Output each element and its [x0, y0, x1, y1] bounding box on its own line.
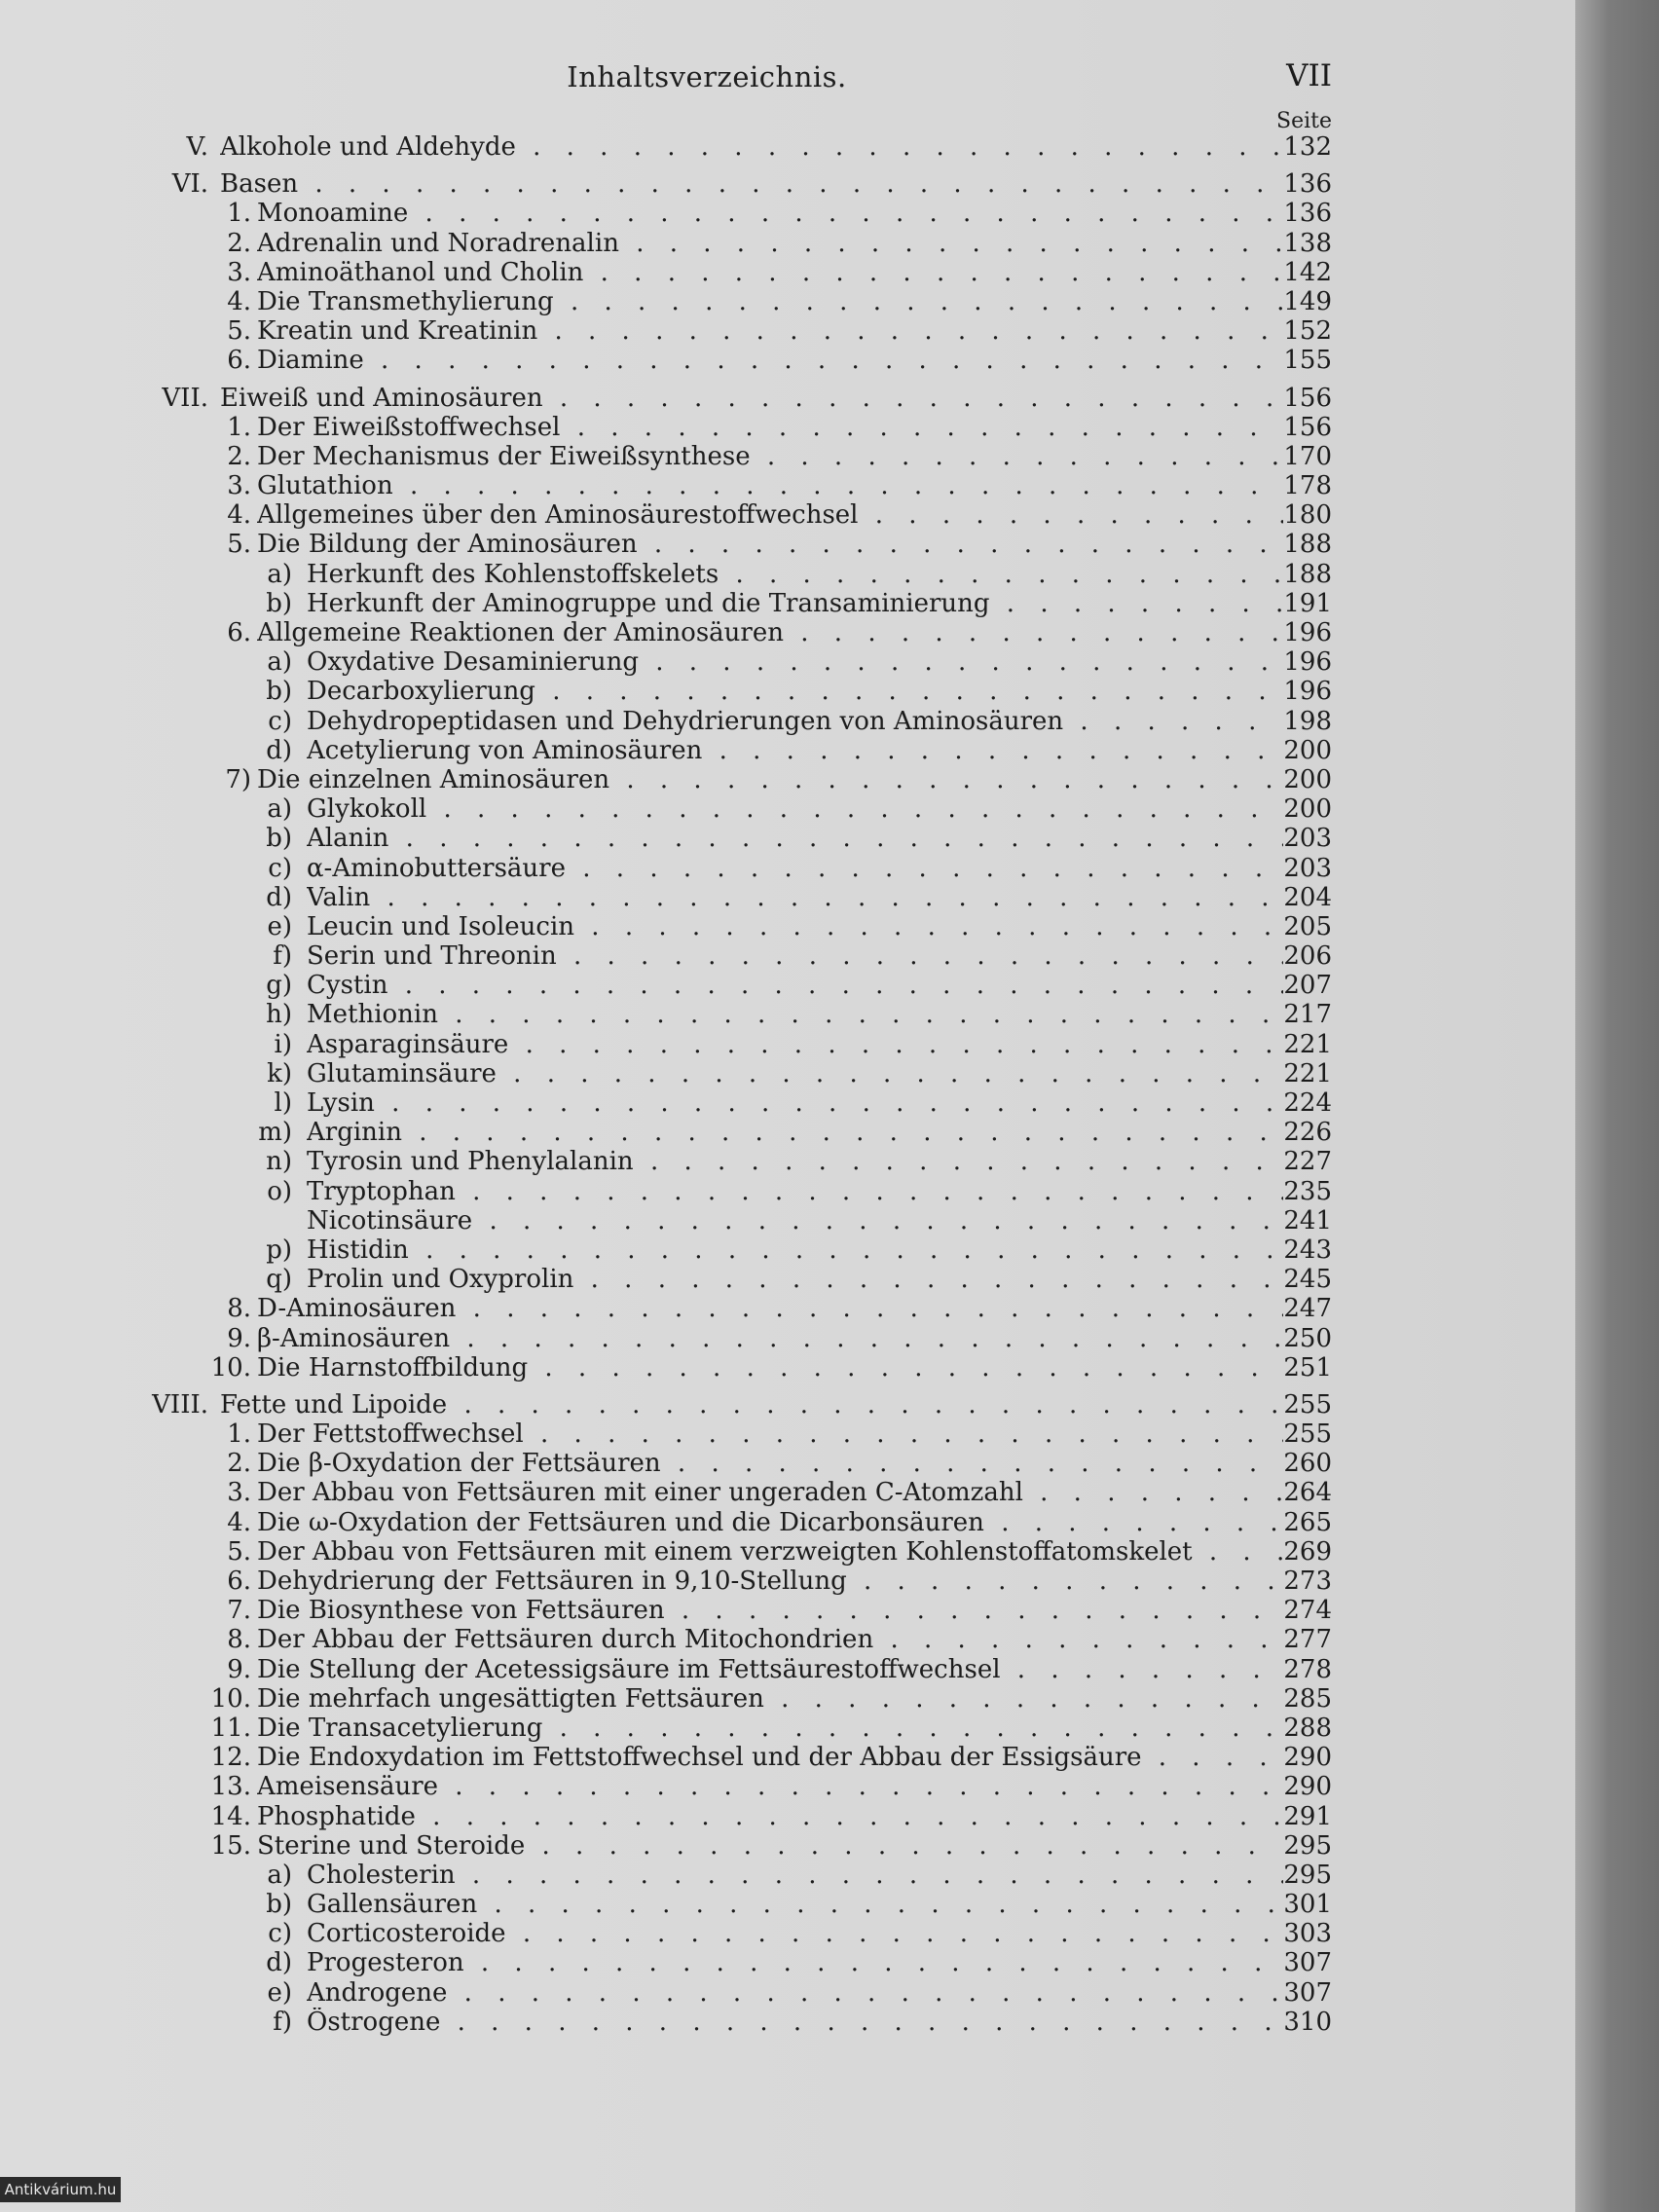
- toc-entry-number: n): [266, 1147, 292, 1177]
- toc-entry: [0, 1625, 1575, 1654]
- toc-entry-title: Die Bildung der Aminosäuren . . .: [257, 530, 1283, 559]
- toc-entry-number: c): [268, 853, 292, 883]
- toc-entry: [0, 384, 1575, 413]
- toc-entry-number: h): [266, 1000, 292, 1030]
- toc-entry-page: 274: [1283, 1596, 1332, 1626]
- toc-entry-page: 156: [1283, 412, 1332, 442]
- toc-entry-page: 188: [1283, 559, 1332, 589]
- toc-entry-page: 291: [1283, 1801, 1332, 1831]
- toc-entry-number: 4.: [227, 286, 251, 316]
- toc-entry-number: 3.: [227, 471, 251, 501]
- toc-entry-page: 152: [1283, 316, 1332, 347]
- toc-entry-page: 301: [1283, 1890, 1332, 1920]
- toc-entry: [0, 1508, 1575, 1537]
- toc-entry: [0, 1390, 1575, 1419]
- toc-entry: [0, 1147, 1575, 1176]
- toc-entry-number: f): [273, 2007, 292, 2037]
- toc-entry-number: a): [267, 1860, 292, 1890]
- toc-entry: [0, 560, 1575, 589]
- toc-entry: [0, 1537, 1575, 1567]
- toc-entry-page: 156: [1283, 383, 1332, 413]
- toc-entry-title: Phosphatide . . .: [257, 1802, 1283, 1831]
- toc-entry-title: Progesteron . . .: [307, 1948, 1283, 1977]
- toc-entry-title: Leucin und Isoleucin . . .: [307, 912, 1283, 941]
- toc-entry-title: Alanin . . .: [307, 824, 1283, 853]
- toc-entry-number: VII.: [162, 383, 208, 413]
- toc-entry: [0, 287, 1575, 316]
- toc-entry-page: 245: [1283, 1265, 1332, 1295]
- toc-entry: [0, 132, 1575, 162]
- toc-entry: [0, 1655, 1575, 1684]
- toc-entry: [0, 1802, 1575, 1831]
- toc-entry-page: 196: [1283, 677, 1332, 707]
- toc-entry-page: 221: [1283, 1058, 1332, 1088]
- toc-entry: [0, 1118, 1575, 1147]
- toc-entry: [0, 1890, 1575, 1919]
- toc-entry: [0, 1294, 1575, 1323]
- toc-entry: [0, 677, 1575, 706]
- toc-entry-page: 290: [1283, 1772, 1332, 1802]
- toc-entry-number: 14.: [210, 1801, 251, 1831]
- toc-entry-page: 204: [1283, 882, 1332, 912]
- toc-entry: [0, 1324, 1575, 1353]
- toc-entry-title: Glutaminsäure . . .: [307, 1059, 1283, 1088]
- toc-entry-number: q): [266, 1265, 292, 1295]
- toc-entry-page: 206: [1283, 941, 1332, 972]
- toc-entry-title: Der Fettstoffwechsel . . .: [257, 1419, 1283, 1449]
- toc-entry: [0, 1000, 1575, 1029]
- toc-entry-title: Die Biosynthese von Fettsäuren . . .: [257, 1596, 1283, 1625]
- toc-entry-number: d): [266, 735, 292, 765]
- toc-entry-number: 9.: [227, 1323, 251, 1353]
- toc-entry: [0, 316, 1575, 346]
- toc-entry: [0, 1478, 1575, 1507]
- toc-entry: [0, 854, 1575, 883]
- toc-entry-title: Ameisensäure . . .: [257, 1772, 1283, 1801]
- toc-entry-title: Die Harnstoffbildung . . .: [257, 1353, 1283, 1382]
- toc-entry-page: 200: [1283, 794, 1332, 825]
- toc-entry-page: 207: [1283, 971, 1332, 1001]
- toc-entry-title: Asparaginsäure . . .: [307, 1030, 1283, 1059]
- toc-entry-number: 10.: [210, 1683, 251, 1714]
- toc-entry-title: Cystin . . .: [307, 971, 1283, 1000]
- toc-entry-title: Allgemeines über den Aminosäurestoffwechsel . . .: [257, 500, 1283, 530]
- toc-entry: [0, 1059, 1575, 1088]
- toc-entry-title: D-Aminosäuren . . .: [257, 1294, 1283, 1323]
- toc-entry-page: 269: [1283, 1536, 1332, 1567]
- toc-entry-page: 235: [1283, 1176, 1332, 1206]
- toc-entry-page: 200: [1283, 735, 1332, 765]
- toc-entry-page: 227: [1283, 1147, 1332, 1177]
- toc-entry-title: Die Transmethylierung . . .: [257, 287, 1283, 316]
- toc-entry-number: d): [266, 1948, 292, 1978]
- toc-entry-number: c): [268, 706, 292, 736]
- toc-entry-page: 217: [1283, 1000, 1332, 1030]
- toc-entry-title: Androgene . . .: [307, 1978, 1283, 2008]
- toc-entry-number: 8.: [227, 1625, 251, 1655]
- toc-entry-page: 170: [1283, 441, 1332, 471]
- toc-entry-title: Methionin . . .: [307, 1000, 1283, 1029]
- toc-entry-page: 200: [1283, 764, 1332, 794]
- toc-entry-title: Fette und Lipoide . . .: [220, 1390, 1283, 1419]
- book-edge: [1575, 0, 1659, 2212]
- toc-entry-title: Herkunft der Aminogruppe und die Transaminierung . . .: [307, 589, 1283, 618]
- toc-entry: [0, 736, 1575, 765]
- toc-entry-page: 247: [1283, 1294, 1332, 1324]
- toc-entry-page: 264: [1283, 1478, 1332, 1508]
- toc-entry: [0, 199, 1575, 228]
- toc-entry-page: 307: [1283, 1977, 1332, 2008]
- toc-entry-title: Prolin und Oxyprolin . . .: [307, 1265, 1283, 1294]
- toc-entry-number: o): [267, 1176, 292, 1206]
- toc-entry-title: Sterine und Steroide . . .: [257, 1831, 1283, 1861]
- toc-entry-number: d): [266, 882, 292, 912]
- toc-entry: [0, 1206, 1575, 1235]
- toc-entry-number: b): [266, 1890, 292, 1920]
- toc-entry: [0, 500, 1575, 530]
- toc-entry-page: 250: [1283, 1323, 1332, 1353]
- toc-entry-page: 288: [1283, 1713, 1332, 1743]
- toc-entry-page: 265: [1283, 1507, 1332, 1537]
- toc-entry: [0, 707, 1575, 736]
- toc-entry-page: 191: [1283, 588, 1332, 618]
- toc-entry: [0, 794, 1575, 824]
- toc-entry-title: Die β-Oxydation der Fettsäuren . . .: [257, 1449, 1283, 1478]
- toc-entry: [0, 1353, 1575, 1382]
- toc-entry: [0, 765, 1575, 794]
- toc-entry-title: Der Eiweißstoffwechsel . . .: [257, 413, 1283, 442]
- toc-entry-page: 132: [1283, 132, 1332, 162]
- toc-entry-title: α-Aminobuttersäure . . .: [307, 854, 1283, 883]
- toc-entry: [0, 971, 1575, 1000]
- toc-entry-page: 205: [1283, 911, 1332, 941]
- toc-entry: [0, 1235, 1575, 1265]
- toc-entry: [0, 2008, 1575, 2037]
- toc-entry-number: 1.: [227, 1419, 251, 1450]
- toc-entry-page: 226: [1283, 1118, 1332, 1148]
- toc-entry-number: b): [266, 677, 292, 707]
- toc-entry-number: g): [266, 971, 292, 1001]
- toc-entry-title: Serin und Threonin . . .: [307, 941, 1283, 971]
- toc-entry-number: 4.: [227, 1507, 251, 1537]
- toc-entry: [0, 1714, 1575, 1743]
- toc-entry-title: β-Aminosäuren . . .: [257, 1324, 1283, 1353]
- toc-entry-number: e): [267, 911, 292, 941]
- page-column-label: Seite: [1276, 109, 1332, 133]
- page-header-title: Inhaltsverzeichnis.: [567, 60, 847, 93]
- toc-entry-number: 5.: [227, 530, 251, 560]
- toc-entry-page: 196: [1283, 647, 1332, 678]
- toc-entry-number: 5.: [227, 316, 251, 347]
- toc-entry: [0, 1030, 1575, 1059]
- toc-entry-page: 295: [1283, 1860, 1332, 1890]
- toc-entry-title: Dehydropeptidasen und Dehydrierungen von Aminosäuren . . .: [307, 707, 1283, 736]
- toc-entry-number: b): [266, 588, 292, 618]
- toc-entry: [0, 530, 1575, 559]
- toc-entry-title: Basen . . .: [220, 169, 1283, 199]
- toc-entry: [0, 1861, 1575, 1890]
- toc-entry-title: Allgemeine Reaktionen der Aminosäuren . . .: [257, 618, 1283, 647]
- toc-entry-number: c): [268, 1919, 292, 1949]
- toc-entry-number: 3.: [227, 1478, 251, 1508]
- toc-entry-number: l): [274, 1088, 292, 1118]
- toc-entry-title: Der Abbau der Fettsäuren durch Mitochondrien . . .: [257, 1625, 1283, 1654]
- toc-entry-page: 303: [1283, 1919, 1332, 1949]
- toc-entry: [0, 941, 1575, 971]
- toc-entry-number: 10.: [210, 1352, 251, 1382]
- toc-entry-page: 290: [1283, 1743, 1332, 1773]
- toc-entry-title: Die einzelnen Aminosäuren . . .: [257, 765, 1283, 794]
- toc-entry-page: 188: [1283, 530, 1332, 560]
- toc-entry: [0, 618, 1575, 647]
- toc-entry-number: 15.: [210, 1830, 251, 1861]
- toc-entry-page: 221: [1283, 1029, 1332, 1059]
- toc-entry-page: 310: [1283, 2007, 1332, 2037]
- toc-entry-page: 203: [1283, 824, 1332, 854]
- toc-entry-number: 1.: [227, 412, 251, 442]
- toc-entry-number: 6.: [227, 618, 251, 647]
- toc-entry: [0, 1449, 1575, 1478]
- toc-entry: [0, 1919, 1575, 1948]
- toc-entry-title: Lysin . . .: [307, 1088, 1283, 1118]
- toc-entry: [0, 883, 1575, 912]
- toc-entry: [0, 1743, 1575, 1772]
- toc-entry: [0, 1419, 1575, 1449]
- toc-entry-title: Glutathion . . .: [257, 471, 1283, 500]
- toc-entry: [0, 229, 1575, 258]
- toc-entry-title: Tyrosin und Phenylalanin . . .: [307, 1147, 1283, 1176]
- toc-entry-page: 278: [1283, 1654, 1332, 1684]
- toc-entry-title: Kreatin und Kreatinin . . .: [257, 316, 1283, 346]
- toc-entry-page: 255: [1283, 1389, 1332, 1419]
- toc-entry-page: 155: [1283, 346, 1332, 376]
- toc-entry-number: 11.: [210, 1713, 251, 1743]
- toc-entry-number: 8.: [227, 1294, 251, 1324]
- toc-entry-number: 2.: [227, 228, 251, 258]
- toc-entry: [0, 258, 1575, 287]
- toc-entry: [0, 912, 1575, 941]
- toc-entry-page: 251: [1283, 1352, 1332, 1382]
- toc-entry-number: 7.: [227, 1596, 251, 1626]
- toc-entry-number: 2.: [227, 1449, 251, 1479]
- toc-entry: [0, 824, 1575, 853]
- toc-entry-title: Herkunft des Kohlenstoffskelets . . .: [307, 560, 1283, 589]
- toc-entry-number: V.: [186, 132, 208, 162]
- toc-entry-number: k): [267, 1058, 292, 1088]
- toc-entry-title: Der Mechanismus der Eiweißsynthese . . .: [257, 442, 1283, 471]
- toc-entry-number: f): [273, 941, 292, 972]
- toc-entry-title: Oxydative Desaminierung . . .: [307, 647, 1283, 677]
- toc-entry-page: 260: [1283, 1449, 1332, 1479]
- toc-entry-page: 273: [1283, 1567, 1332, 1596]
- toc-entry-title: Corticosteroide . . .: [307, 1919, 1283, 1948]
- watermark: Antikvárium.hu: [0, 2177, 121, 2202]
- toc-entry-title: Eiweiß und Aminosäuren . . .: [220, 384, 1283, 413]
- toc-entry-number: 12.: [210, 1743, 251, 1773]
- toc-entry-title: Adrenalin und Noradrenalin . . .: [257, 229, 1283, 258]
- toc-entry-page: 203: [1283, 853, 1332, 883]
- toc-entry-page: 243: [1283, 1235, 1332, 1265]
- toc-entry-number: a): [267, 559, 292, 589]
- toc-entry-title: Die mehrfach ungesättigten Fettsäuren . . .: [257, 1684, 1283, 1714]
- toc-entry-title: Die ω-Oxydation der Fettsäuren und die Dicarbonsäuren . . .: [257, 1508, 1283, 1537]
- toc-entry: [0, 1684, 1575, 1714]
- toc-entry-title: Arginin . . .: [307, 1118, 1283, 1147]
- toc-entry-title: Decarboxylierung . . .: [307, 677, 1283, 706]
- toc-entry: [0, 346, 1575, 375]
- toc-entry-number: 1.: [227, 199, 251, 229]
- toc-entry: [0, 413, 1575, 442]
- toc-entry: [0, 1772, 1575, 1801]
- toc-entry-title: Monoamine . . .: [257, 199, 1283, 228]
- toc-entry-page: 277: [1283, 1625, 1332, 1655]
- toc-entry-page: 136: [1283, 169, 1332, 200]
- toc-entry-title: Östrogene . . .: [307, 2008, 1283, 2037]
- toc-entry-title: Die Transacetylierung . . .: [257, 1714, 1283, 1743]
- toc-entry-number: VI.: [171, 169, 208, 200]
- toc-entry-number: 7): [225, 764, 251, 794]
- toc-entry: [0, 169, 1575, 199]
- toc-entry-number: 13.: [210, 1772, 251, 1802]
- toc-entry: [0, 1265, 1575, 1294]
- toc-entry-title: Der Abbau von Fettsäuren mit einem verzweigten Kohlenstoffatomskelet . . .: [257, 1537, 1283, 1567]
- toc-entry-number: 3.: [227, 257, 251, 287]
- toc-entry-page: 285: [1283, 1683, 1332, 1714]
- toc-entry-page: 138: [1283, 228, 1332, 258]
- toc-entry-number: 6.: [227, 346, 251, 376]
- toc-entry-title: Glykokoll . . .: [307, 794, 1283, 824]
- toc-entry-number: b): [266, 824, 292, 854]
- toc-entry-title: Histidin . . .: [307, 1235, 1283, 1265]
- toc-entry-title: Dehydrierung der Fettsäuren in 9,10-Stellung . . .: [257, 1567, 1283, 1596]
- toc-entry-page: 196: [1283, 618, 1332, 647]
- toc-entry-page: 295: [1283, 1830, 1332, 1861]
- toc-entry-number: a): [267, 794, 292, 825]
- toc-entry-title: Tryptophan . . .: [307, 1177, 1283, 1206]
- toc-entry-page: 224: [1283, 1088, 1332, 1118]
- toc-entry-number: a): [267, 647, 292, 678]
- toc-entry-number: 9.: [227, 1654, 251, 1684]
- toc-entry-number: 2.: [227, 441, 251, 471]
- toc-entry-page: 142: [1283, 257, 1332, 287]
- toc-entry-page: 136: [1283, 199, 1332, 229]
- toc-entry-title: Acetylierung von Aminosäuren . . .: [307, 736, 1283, 765]
- toc-entry-title: Cholesterin . . .: [307, 1861, 1283, 1890]
- toc-entry-title: Die Stellung der Acetessigsäure im Fettsäurestoffwechsel . . .: [257, 1655, 1283, 1684]
- toc-entry-page: 198: [1283, 706, 1332, 736]
- toc-entry-title: Nicotinsäure . . .: [307, 1206, 1283, 1235]
- toc-entry-page: 149: [1283, 286, 1332, 316]
- toc-entry: [0, 1177, 1575, 1206]
- toc-entry: [0, 647, 1575, 677]
- toc-entry-title: Die Endoxydation im Fettstoffwechsel und der Abbau der Essigsäure . . .: [257, 1743, 1283, 1772]
- toc-entry: [0, 1567, 1575, 1596]
- toc-entry-title: Gallensäuren . . .: [307, 1890, 1283, 1919]
- toc-entry-number: VIII.: [152, 1389, 208, 1419]
- toc-entry-number: 6.: [227, 1567, 251, 1596]
- table-of-contents: [0, 132, 1575, 2037]
- toc-entry: [0, 471, 1575, 500]
- toc-entry-number: 5.: [227, 1536, 251, 1567]
- toc-entry-page: 307: [1283, 1948, 1332, 1978]
- toc-entry: [0, 1948, 1575, 1977]
- toc-entry: [0, 589, 1575, 618]
- toc-entry-title: Aminoäthanol und Cholin . . .: [257, 258, 1283, 287]
- toc-entry-title: Valin . . .: [307, 883, 1283, 912]
- toc-entry-number: p): [266, 1235, 292, 1265]
- toc-entry-number: e): [267, 1977, 292, 2008]
- toc-entry-number: m): [258, 1118, 292, 1148]
- toc-entry-title: Alkohole und Aldehyde . . .: [220, 132, 1283, 162]
- toc-entry: [0, 1088, 1575, 1118]
- toc-entry-page: 180: [1283, 500, 1332, 531]
- toc-entry-title: Diamine . . .: [257, 346, 1283, 375]
- toc-entry: [0, 1978, 1575, 2008]
- toc-entry-page: 178: [1283, 471, 1332, 501]
- toc-entry: [0, 1596, 1575, 1625]
- toc-entry: [0, 1831, 1575, 1861]
- toc-entry-number: i): [274, 1029, 292, 1059]
- toc-entry-page: 241: [1283, 1205, 1332, 1235]
- page-number-roman: VII: [1286, 58, 1332, 93]
- toc-entry-title: Der Abbau von Fettsäuren mit einer ungeraden C-Atomzahl . . .: [257, 1478, 1283, 1507]
- toc-entry: [0, 442, 1575, 471]
- toc-entry-page: 255: [1283, 1419, 1332, 1450]
- toc-entry-number: 4.: [227, 500, 251, 531]
